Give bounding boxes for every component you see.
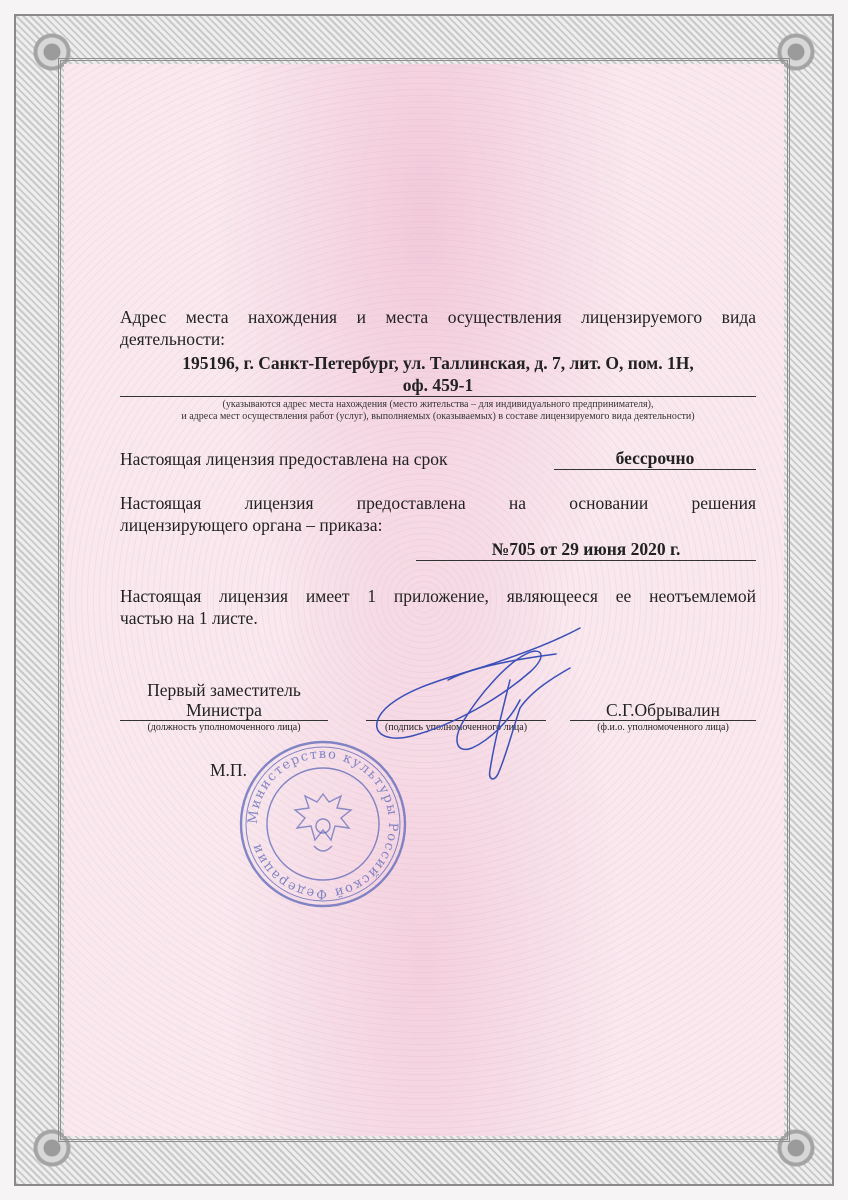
position-line-2: Министра xyxy=(186,700,262,720)
term-value: бессрочно xyxy=(554,447,756,470)
signature-caption: (подпись уполномоченного лица) xyxy=(384,722,528,733)
seal-place-label: М.П. xyxy=(210,760,247,780)
name-caption: (ф.и.о. уполномоченного лица) xyxy=(597,722,729,733)
appendix-line-1: Настоящая лицензия имеет 1 приложение, являющееся ее неотъемлемой xyxy=(120,586,756,606)
position-caption: (должность уполномоченного лица) xyxy=(147,722,301,733)
handwritten-signature xyxy=(360,620,600,790)
basis-value-row xyxy=(120,538,756,561)
seal-ring-text: Министерство культуры Российской Федерации xyxy=(245,746,401,902)
address-line-2: оф. 459-1 xyxy=(120,374,756,397)
double-headed-eagle-icon xyxy=(295,794,351,851)
basis-value: №705 от 29 июня 2020 г. xyxy=(416,538,756,561)
license-body xyxy=(120,306,756,629)
address-label: Адрес места нахождения и места осуществления лицензируемого вида xyxy=(120,307,756,327)
appendix-line-2: частью на 1 листе. xyxy=(120,608,258,628)
position-column xyxy=(120,676,328,734)
term-label: Настоящая лицензия предоставлена на срок xyxy=(120,449,448,469)
basis-line-1: Настоящая лицензия предоставлена на основании решения xyxy=(120,493,756,513)
signatory-name: С.Г.Обрывалин xyxy=(605,700,721,720)
term-row xyxy=(120,447,756,470)
address-hint-2: и адреса мест осуществления работ (услуг), выполняемых (оказываемых) в составе лицензируемого вида деятельности) xyxy=(181,411,695,422)
position-line-1: Первый заместитель xyxy=(147,680,301,700)
basis-line-2: лицензирующего органа – приказа: xyxy=(120,515,383,535)
address-line-1: 195196, г. Санкт-Петербург, ул. Таллинская, д. 7, лит. О, пом. 1Н, xyxy=(182,353,694,373)
address-hint-1: (указываются адрес места нахождения (место жительства – для индивидуального предпринимателя), xyxy=(222,399,654,410)
address-label-continued: деятельности: xyxy=(120,329,226,349)
